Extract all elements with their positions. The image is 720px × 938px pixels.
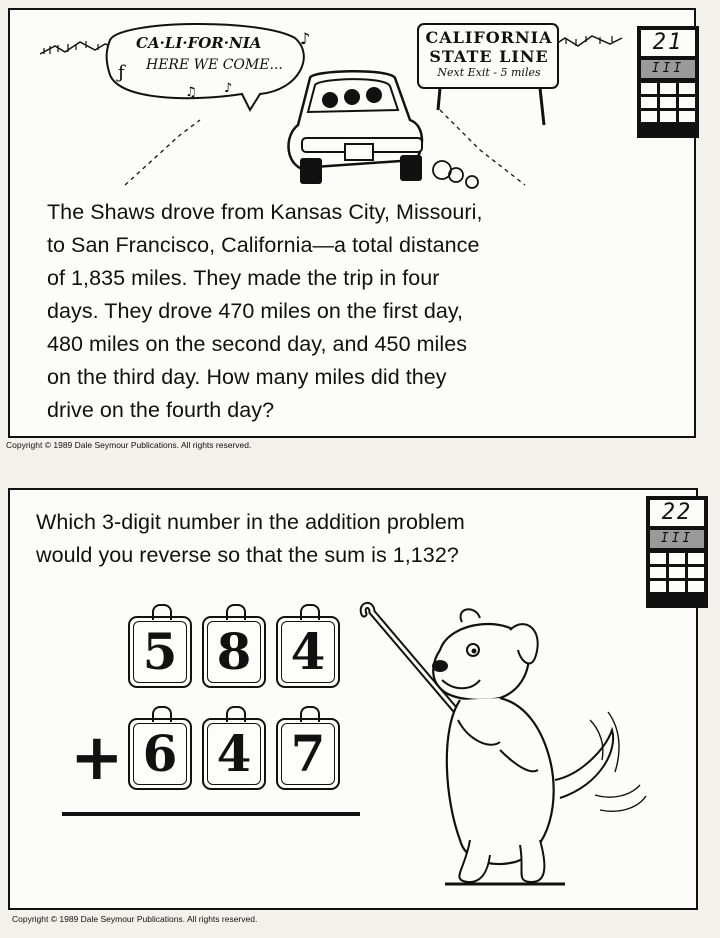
problem-line: Which 3-digit number in the addition problem — [36, 510, 465, 534]
calculator-keys — [650, 553, 704, 592]
svg-text:♪: ♪ — [224, 81, 233, 96]
digit: 5 — [142, 622, 178, 681]
copyright-notice: Copyright © 1989 Dale Seymour Publications. All rights reserved. — [12, 914, 258, 924]
sign-line-3: Next Exit - 5 miles — [437, 66, 541, 79]
problem-line: of 1,835 miles. They made the trip in four — [47, 266, 440, 290]
digit: 4 — [216, 724, 252, 783]
state-line-sign — [422, 28, 556, 79]
digit: 6 — [142, 724, 178, 783]
card-number: 21 — [641, 30, 695, 56]
problem-line: on the third day. How many miles did they — [47, 365, 447, 389]
problem-card-21 — [8, 8, 696, 438]
problem-line: days. They drove 470 miles on the first day, — [47, 299, 464, 323]
problem-line: would you reverse so that the sum is 1,132? — [36, 543, 459, 567]
sum-line — [62, 812, 360, 816]
svg-text:♫: ♫ — [185, 85, 197, 100]
svg-text:♪: ♪ — [300, 29, 311, 48]
problem-line: The Shaws drove from Kansas City, Missouri, — [47, 200, 483, 224]
bubble-line-1: CA·LI·FOR·NIA — [136, 34, 262, 52]
sign-line-2: STATE LINE — [429, 47, 549, 66]
digit-tile — [128, 616, 192, 688]
digit-tile — [202, 718, 266, 790]
problem-line: to San Francisco, California—a total distance — [47, 233, 480, 257]
sign-line-1: CALIFORNIA — [425, 28, 553, 47]
problem-line: drive on the fourth day? — [47, 398, 275, 422]
difficulty-ticks: III — [650, 530, 704, 548]
digit-tile — [276, 616, 340, 688]
problem-text — [47, 196, 567, 427]
digit-tile — [202, 616, 266, 688]
digit: 8 — [216, 622, 252, 681]
svg-text:ƒ: ƒ — [118, 62, 125, 83]
digit: 4 — [290, 622, 326, 681]
dog-with-pointer-illustration — [350, 600, 650, 900]
calculator-icon — [646, 496, 708, 608]
problem-line: 480 miles on the second day, and 450 miles — [47, 332, 468, 356]
problem-card-22 — [8, 488, 698, 910]
calculator-icon — [637, 26, 699, 138]
plus-sign: + — [70, 721, 124, 795]
difficulty-ticks: III — [641, 60, 695, 78]
problem-text — [36, 506, 576, 572]
copyright-notice: Copyright © 1989 Dale Seymour Publications. All rights reserved. — [6, 440, 252, 450]
digit-tile — [128, 718, 192, 790]
digit: 7 — [290, 724, 326, 783]
digit-tile — [276, 718, 340, 790]
card-number: 22 — [650, 500, 704, 526]
bubble-line-2: HERE WE COME... — [146, 57, 283, 73]
speech-bubble-text — [130, 32, 283, 76]
calculator-keys — [641, 83, 695, 122]
